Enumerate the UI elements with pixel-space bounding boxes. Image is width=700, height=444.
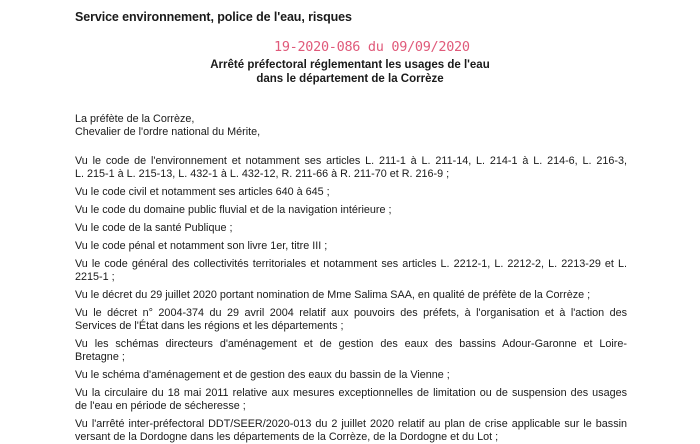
signatory-line-2: Chevalier de l'ordre national du Mérite, <box>75 126 261 138</box>
visa-public-health-code: Vu le code de la santé Publique ; <box>75 222 233 234</box>
visa-penal-code: Vu le code pénal et notamment son livre 1er, titre III ; <box>75 240 328 252</box>
service-name: Service environnement, police de l'eau, risques <box>75 10 352 24</box>
visa-civil-code: Vu le code civil et notamment ses articles 640 à 645 ; <box>75 186 330 198</box>
visa-crisis-plan-cont: versant de la Dordogne dans les départements de la Corrèze, de la Dordogne et du Lot ; <box>75 431 499 443</box>
visa-circular-2011-cont: de l'eau en période de sécheresse ; <box>75 400 246 412</box>
visa-nomination-decree: Vu le décret du 29 juillet 2020 portant nomination de Mme Salima SAA, en qualité de préfète de la Corrèze ; <box>75 289 591 301</box>
visa-sage-vienne: Vu le schéma d'aménagement et de gestion des eaux du bassin de la Vienne ; <box>75 369 450 381</box>
visa-sdage: Vu les schémas directeurs d'aménagement et de gestion des eaux des bassins Adour-Garonne et Loire- <box>75 338 627 350</box>
visa-decree-2004: Vu le décret n° 2004-374 du 29 avril 2004 relatif aux pouvoirs des préfets, à l'organisation et à l'action des <box>75 307 627 319</box>
visa-public-domain-code: Vu le code du domaine public fluvial et de la navigation intérieure ; <box>75 204 392 216</box>
signatory-line-1: La préfète de la Corrèze, <box>75 113 195 125</box>
visa-sdage-cont: Bretagne ; <box>75 351 125 363</box>
visa-environment-code: Vu le code de l'environnement et notamment ses articles L. 211-1 à L. 211-14, L. 214-1 à L. 214-6, L. 216-3, <box>75 155 627 167</box>
visa-decree-2004-cont: Services de l'État dans les régions et les départements ; <box>75 320 344 332</box>
visa-territorial-code-cont: 2215-1 ; <box>75 271 115 283</box>
visa-crisis-plan: Vu l'arrêté inter-préfectoral DDT/SEER/2020-013 du 2 juillet 2020 relatif au plan de crise applicable sur le bassin <box>75 418 627 430</box>
handwritten-reference: 19-2020-086 du 09/09/2020 <box>274 39 470 55</box>
visa-environment-code-cont: L. 215-1 à L. 215-13, L. 432-1 à L. 432-12, R. 211-66 à R. 211-70 et R. 216-9 ; <box>75 168 450 180</box>
decree-title-line-2: dans le département de la Corrèze <box>256 73 444 85</box>
visa-circular-2011: Vu la circulaire du 18 mai 2011 relative aux mesures exceptionnelles de limitation ou de suspension des usages <box>75 387 627 399</box>
decree-title-line-1: Arrêté préfectoral réglementant les usages de l'eau <box>210 59 490 71</box>
visa-territorial-code: Vu le code général des collectivités territoriales et notamment ses articles L. 2212-1, L. 2212-2, L. 2213-29 et L. <box>75 258 627 270</box>
